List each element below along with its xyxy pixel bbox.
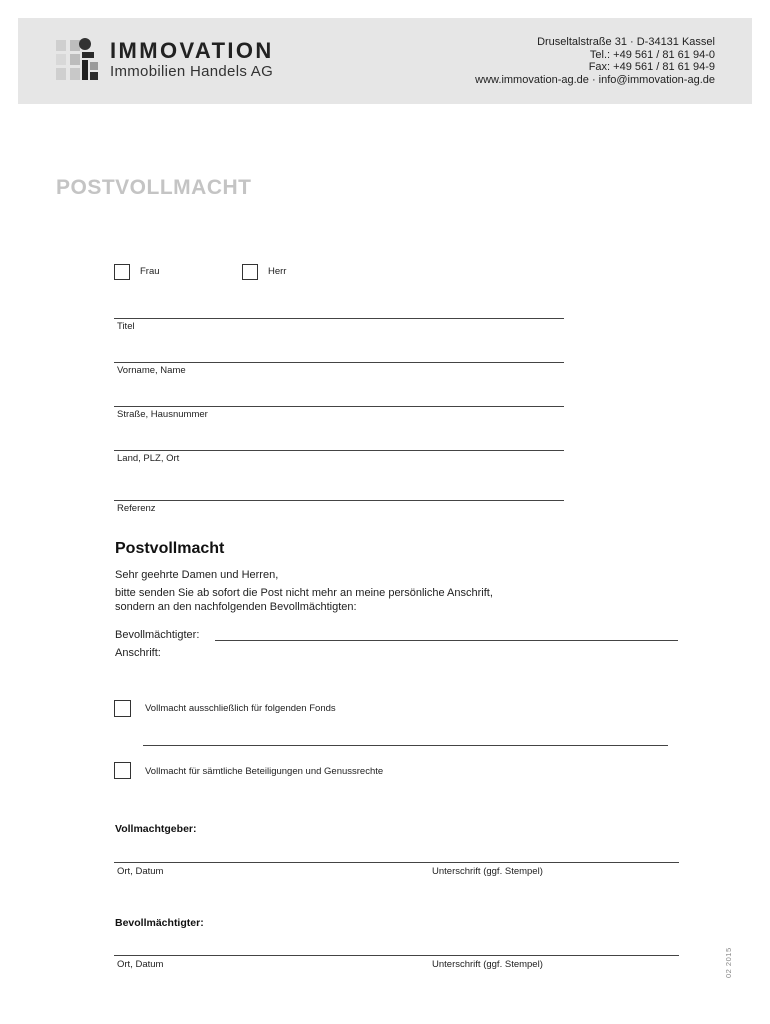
titel-field[interactable] [114,318,564,319]
fonds-checkbox[interactable] [114,700,131,717]
referenz-field[interactable] [114,500,564,501]
frau-label: Frau [140,266,160,277]
vollmachtgeber-unterschrift-label: Unterschrift (ggf. Stempel) [432,866,543,877]
company-subtitle: Immobilien Handels AG [110,63,274,80]
bevollmaechtigter-signature-field[interactable] [114,955,679,956]
contact-fax: Fax: +49 561 / 81 61 94-9 [588,61,715,73]
vorname-name-field[interactable] [114,362,564,363]
bevollmaechtigter-field[interactable] [215,640,678,641]
bevollmaechtigter-label: Bevollmächtigter: [115,629,200,641]
section-heading: Postvollmacht [115,540,225,557]
alle-beteiligungen-label: Vollmacht für sämtliche Beteiligungen und Genussrechte [145,766,384,777]
bevollmaechtigter-heading: Bevollmächtigter: [115,917,204,929]
document-title: POSTVOLLMACHT [56,176,252,199]
vorname-name-label: Vorname, Name [117,365,186,376]
herr-checkbox[interactable] [242,264,258,280]
fonds-field[interactable] [143,745,668,746]
vollmachtgeber-signature-field[interactable] [114,862,679,863]
body-text-line1: bitte senden Sie ab sofort die Post nicht mehr an meine persönliche Anschrift, [115,587,493,599]
herr-label: Herr [268,266,287,277]
company-name: IMMOVATION [110,38,274,63]
strasse-label: Straße, Hausnummer [117,409,208,420]
contact-web: www.immovation-ag.de · info@immovation-ag.de [475,73,715,86]
referenz-label: Referenz [117,503,156,514]
body-text-line2: sondern an den nachfolgenden Bevollmächtigten: [115,601,357,613]
alle-beteiligungen-checkbox[interactable] [114,762,131,779]
company-logo-icon [54,38,102,82]
form-date-code: 02 2015 [724,947,733,978]
land-plz-ort-label: Land, PLZ, Ort [117,453,180,464]
bevollmaechtigter-ort-datum-label: Ort, Datum [117,959,164,970]
land-plz-ort-field[interactable] [114,450,564,451]
greeting-text: Sehr geehrte Damen und Herren, [115,569,279,581]
vollmachtgeber-heading: Vollmachtgeber: [115,823,197,835]
vollmachtgeber-ort-datum-label: Ort, Datum [117,866,164,877]
bevollmaechtigter-unterschrift-label: Unterschrift (ggf. Stempel) [432,959,543,970]
frau-checkbox[interactable] [114,264,130,280]
contact-tel: Tel.: +49 561 / 81 61 94-0 [589,48,715,61]
contact-info [475,36,715,86]
strasse-field[interactable] [114,406,564,407]
anschrift-label: Anschrift: [115,647,161,659]
titel-label: Titel [117,321,135,332]
fonds-option-label: Vollmacht ausschließlich für folgenden Fonds [145,703,336,714]
contact-address: Druseltalstraße 31 · D-34131 Kassel [537,36,715,48]
